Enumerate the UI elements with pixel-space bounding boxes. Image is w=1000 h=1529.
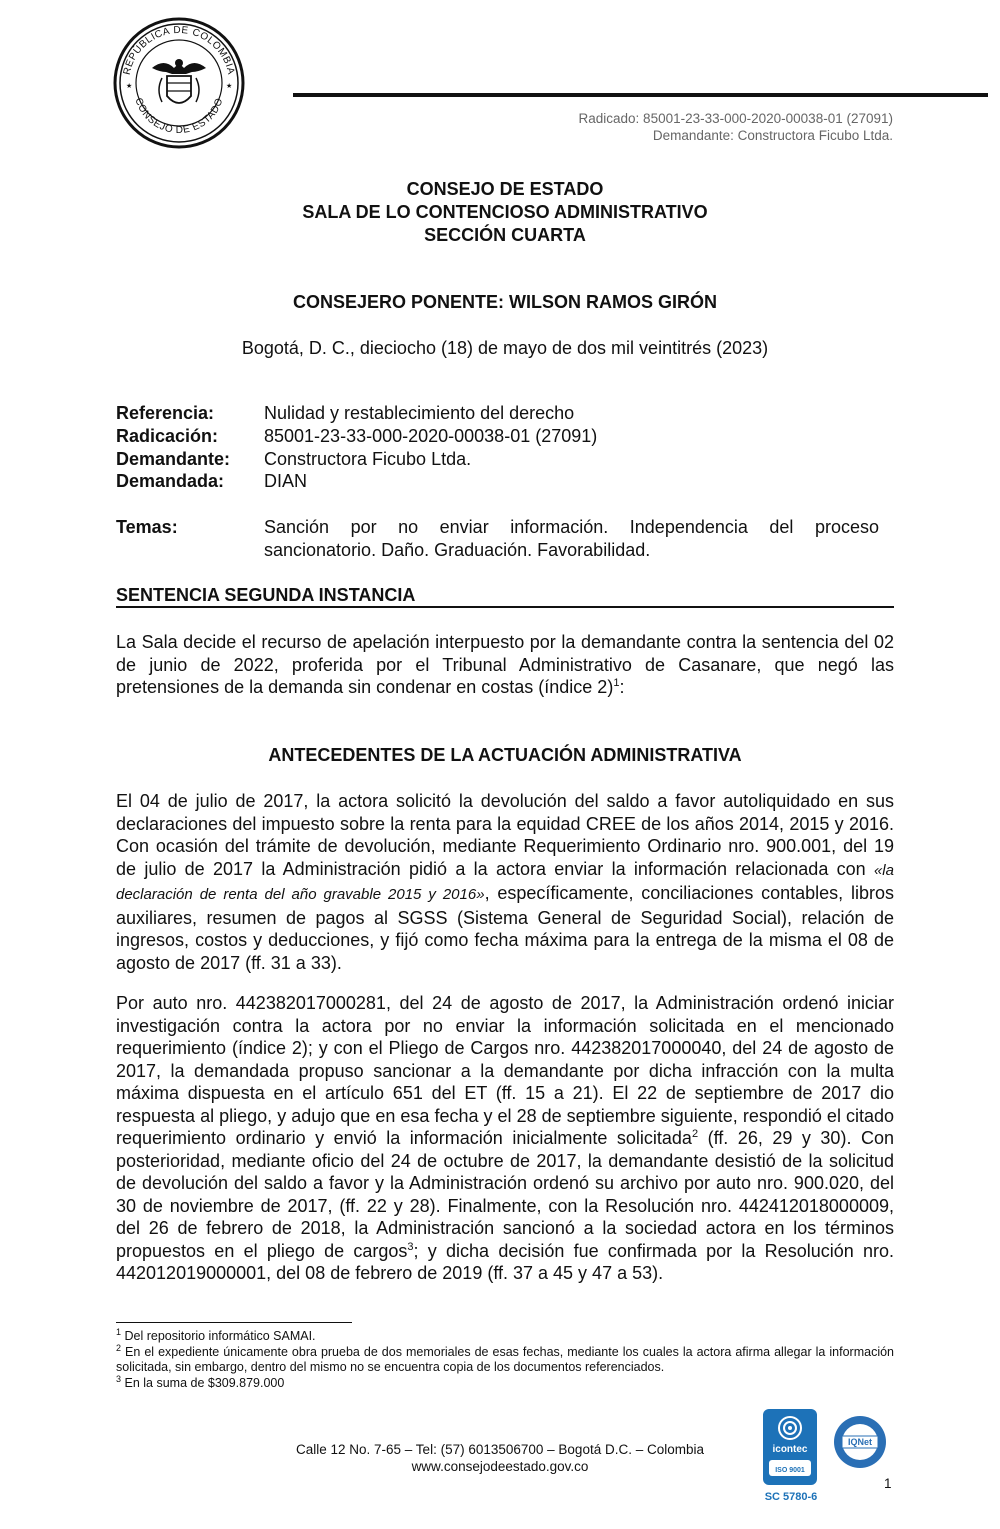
svg-text:★: ★ xyxy=(126,83,133,90)
paragraph-2 xyxy=(116,992,894,1285)
icontec-certificate-code: SC 5780-6 xyxy=(764,1491,818,1503)
court-chamber: SALA DE LO CONTENCIOSO ADMINISTRATIVO xyxy=(302,202,708,222)
svg-text:icontec: icontec xyxy=(772,1444,808,1455)
sentencia-title: SENTENCIA SEGUNDA INSTANCIA xyxy=(116,584,894,608)
temas-value: Sanción por no enviar información. Independencia del proceso sancionatorio. Daño. Graduación. Favorabilidad. xyxy=(264,517,879,560)
para1-quote: «la declaración de renta del año gravable 2015 y 2016» xyxy=(116,861,894,903)
footnote-2 xyxy=(116,1342,894,1375)
para2-text-a: Por auto nro. 442382017000281, del 24 de agosto de 2017, la Administración ordenó iniciar investigación contra la actora por no enviar la información solicitada en el mencionado requerimiento (índice 2); y con el Pliego de Cargos nro. 442382017000040, del 24 de agosto de 2017, la demandada propuso sancionar a la demandante por dicha infracción con la multa máxima dispuesta en el artículo 651 del ET (ff. 15 a 21). El 22 de septiembre de 2017 dio respuesta al pliego, y adujo que en esa fecha y el 28 de septiembre siguiente, respondió el citado requerimiento ordinario y envió la información inicialmente solicitada xyxy=(116,993,894,1148)
intro-tail: : xyxy=(619,677,625,697)
intro-text: La Sala decide el recurso de apelación interpuesto por la demandante contra la sentencia del 02 de junio de 2022, proferida por el Tribunal Administrativo de Casanare, que negó las pretensiones de la demanda sin condenar en costas (índice 2) xyxy=(116,632,894,697)
referencia-label: Referencia: xyxy=(116,403,215,423)
referencia-value: Nulidad y restablecimiento del derecho xyxy=(264,403,575,423)
temas-label: Temas: xyxy=(116,517,178,537)
date-line: Bogotá, D. C., dieciocho (18) de mayo de dos mil veintitrés (2023) xyxy=(241,338,769,358)
demandante-value: Constructora Ficubo Ltda. xyxy=(264,449,472,469)
footnote-2-mark: 2 xyxy=(116,1342,122,1353)
footer-address: Calle 12 No. 7-65 – Tel: (57) 6013506700 – Bogotá D.C. – Colombia xyxy=(295,1442,704,1457)
para2-text-c: ; y dicha decisión fue confirmada por la Resolución nro. 442012019000001, del 08 de febrero de 2019 (ff. 37 a 45 y 47 a 53). xyxy=(116,1240,894,1283)
iqnet-logo xyxy=(832,1414,888,1470)
footnote-ref-2: 2 xyxy=(691,1128,699,1140)
paragraph-1 xyxy=(116,790,894,974)
consejo-de-estado-seal xyxy=(112,16,246,150)
antecedentes-title: ANTECEDENTES DE LA ACTUACIÓN ADMINISTRATIVA xyxy=(268,745,742,765)
intro-paragraph xyxy=(116,631,894,699)
footnote-3-text: En la suma de $309.879.000 xyxy=(121,1376,285,1390)
footnote-ref-1: 1 xyxy=(613,677,620,689)
footer-website: www.consejodeestado.gov.co xyxy=(411,1459,589,1474)
header-rule xyxy=(293,93,988,97)
page-footer xyxy=(260,1441,740,1475)
footnote-1-mark: 1 xyxy=(116,1326,122,1337)
radicacion-label: Radicación: xyxy=(116,426,219,446)
svg-text:ISO 9001: ISO 9001 xyxy=(775,1467,805,1474)
footnote-2-text: En el expediente únicamente obra prueba de dos memoriales de esas fechas, mediante los cuales la actora afirma allegar la información solicitada, sin embargo, dentro del mismo no se encuentra copia de los documentos referenciados. xyxy=(116,1345,894,1374)
court-name: CONSEJO DE ESTADO xyxy=(406,179,604,199)
page-number: 1 xyxy=(884,1476,892,1491)
running-header-radicado: Radicado: 85001-23-33-000-2020-00038-01 (27091) xyxy=(578,111,893,126)
footnote-1 xyxy=(116,1326,894,1344)
footnote-1-text: Del repositorio informático SAMAI. xyxy=(121,1329,316,1343)
para1-text-a: El 04 de julio de 2017, la actora solicitó la devolución del saldo a favor autoliquidado en sus declaraciones del impuesto sobre la renta para la equidad CREE de los años 2014, 2015 y 2016. Con ocasión del trámite de devolución, mediante Requerimiento Ordinario nro. 900.001, del 19 de julio de 2017 la Administración pidió a la actora enviar la información relacionada con xyxy=(116,791,894,879)
svg-text:CONSEJO DE ESTADO: CONSEJO DE ESTADO xyxy=(132,96,226,137)
footnote-ref-3: 3 xyxy=(407,1240,414,1253)
svg-text:REPÚBLICA DE COLOMBIA: REPÚBLICA DE COLOMBIA xyxy=(121,24,237,76)
svg-text:★: ★ xyxy=(226,83,233,90)
court-section: SECCIÓN CUARTA xyxy=(424,225,586,245)
footnote-separator xyxy=(116,1322,352,1323)
radicacion-value: 85001-23-33-000-2020-00038-01 (27091) xyxy=(264,426,598,446)
ponente: CONSEJERO PONENTE: WILSON RAMOS GIRÓN xyxy=(292,292,718,312)
demandada-label: Demandada: xyxy=(116,471,225,491)
para2-text-b: (ff. 26, 29 y 30). Con posterioridad, mediante oficio del 24 de octubre de 2017, la demandante desistió de la solicitud de devolución del saldo a favor y la Administración ordenó su archivo por auto nro. 900.020, del 30 de noviembre de 2017, (ff. 22 y 28). Finalmente, con la Resolución nro. 442412018000009, del 26 de febrero de 2018, la Administración sancionó a la sociedad actora en los términos propuestos en el pliego de cargos xyxy=(116,1128,894,1261)
demandada-value: DIAN xyxy=(264,471,308,491)
running-header-demandante: Demandante: Constructora Ficubo Ltda. xyxy=(652,128,893,143)
footnote-3 xyxy=(116,1373,894,1391)
para1-text-b: , específicamente, conciliaciones contables, libros auxiliares, resumen de pagos al SGSS (Sistema General de Seguridad Social), relación de ingresos, costos y deducciones, y fijó como fecha máxima para la entrega de la misma el 08 de agosto de 2017 (ff. 31 a 33). xyxy=(116,883,894,973)
icontec-logo xyxy=(762,1408,818,1486)
demandante-label: Demandante: xyxy=(116,449,231,469)
svg-text:IQNet: IQNet xyxy=(847,1437,873,1447)
footnote-3-mark: 3 xyxy=(116,1373,122,1384)
